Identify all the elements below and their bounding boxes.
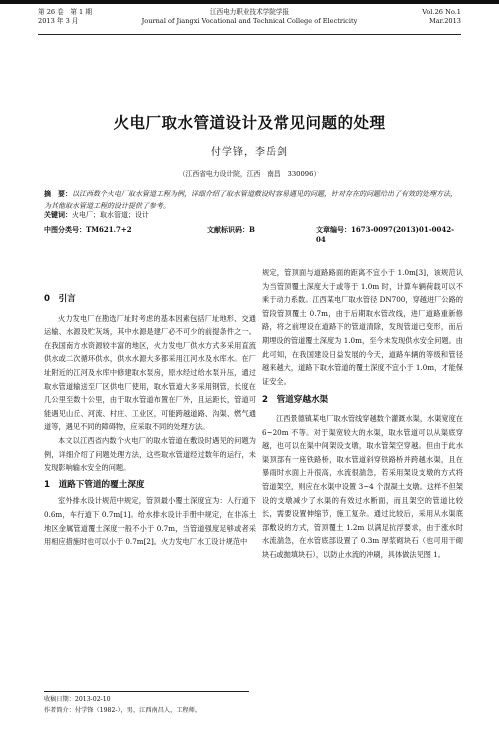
- keywords-text: 火电厂；取水管道；设计: [72, 211, 149, 219]
- date-zh: 2013 年 3 月: [38, 17, 79, 25]
- classification-line: [44, 225, 458, 244]
- affiliation: （江西省电力设计院，江西 南昌 330096）: [178, 170, 321, 178]
- abstract-text: 以江西数个火电厂取水管道工程为例，详细介绍了取水管道敷设时容易遇见的问题，针对存在的问题给出了有效的处理方法，为其他取水管道工程的设计提供了参考。: [44, 190, 457, 210]
- intro-paragraph-2: 本文以江西省内数个火电厂的取水管道在敷设时遇见的问题为例，详细介绍了问题处理方法，这些取水管道经过数年的运行，未发现影响输水安全的问题。: [44, 435, 256, 473]
- date-en: Mar.2013: [429, 17, 461, 25]
- section-heading-intro: 0 引言: [44, 294, 76, 304]
- keywords-label: 关键词：: [44, 210, 72, 219]
- keywords: [44, 210, 458, 220]
- volume-issue-en: Vol.26 No.1: [422, 8, 461, 16]
- footnote: [44, 694, 256, 716]
- section-heading-2: 2 管道穿越水渠: [262, 395, 329, 406]
- right-column: [262, 266, 463, 561]
- journal-name-zh: 江西电力职业技术学院学报: [209, 8, 290, 16]
- intro-paragraph-1: 火力发电厂在勘选厂址时考虑的基本因素包括厂址地形、交通运输、水源及贮灰场，其中水源是建厂必不可少的前提条件之一。在我国南方水资源较丰富的地区，火力发电厂供水方式多采用直流供水或二次循环供水，供水水源大多都采用江河水及水库水。在厂址附近的江河及水库中修建取水泵房，原水经过给水泵升压，通过取水管道输送至厂区供电厂使用，取水管道大多采用钢管，长度在几公里至数十公里，由于取水管道布置在厂外，且运距长，管道可能遇见山丘、河流、村庄、工业区，可能跨越道路、沟渠、燃气通道等，遇见不同的障碍物，应采取不同的处理方法。: [44, 313, 256, 432]
- clc-number: 中图分类号：TM621.7+2: [44, 225, 132, 234]
- abstract: [44, 188, 458, 212]
- footnote-rule: [44, 691, 249, 692]
- volume-issue-zh: 第 26 卷 第 1 期: [38, 8, 92, 16]
- paper-title: 火电厂取水管道设计及常见问题的处理: [113, 114, 386, 132]
- document-code: 文献标识码：B: [207, 225, 255, 234]
- author-bio: 作者简介：付学锋（1982-），男，江西南昌人，工程师。: [44, 707, 202, 714]
- article-number: 文章编号：1673-0097(2013)01-0042-04: [316, 225, 455, 244]
- authors: 付学锋，李岳剑: [211, 147, 288, 158]
- abstract-label: 摘 要：: [44, 189, 72, 198]
- section-heading-1: 1 道路下管道的覆土深度: [44, 479, 145, 490]
- section-1-paragraph: 室外排水设计规范中规定，管顶最小覆土深度宜为：人行道下 0.6m，车行道下 0.7m[1]。给水排水设计手册中规定，在非冻土地区金属管道覆土深度一般不小于 0.7m，当管道强度足够或者采用相应措施时也可以小于 0.7m[2]。火力发电厂水工设计规范中: [44, 496, 256, 547]
- header-center: [38, 8, 461, 26]
- left-column: [44, 293, 256, 549]
- right-paragraph-1: 规定，管顶面与道路路面的距离不宜小于 1.0m[3]，该规范认为当管顶覆土深度大于或等于 1.0m 时，计算车辆荷载可以不乘于动力系数。江西某电厂取水管径 DN700，穿越进厂公路的管段管顶覆土 0.7m，由于后期取水管改线，进厂道路重新修路，将之前埋设在道路下的管道清除，发现管道已变形，而后期埋设的管道覆土深度为 1.0m，至今未发现供水安全问题。由此可知，在我国建设日益发展的今天，道路车辆的等级和管径越来越大，道路下取水管道的覆土深度不宜小于 1.0m，才能保证安全。: [262, 268, 463, 386]
- received-date: 收稿日期：2013-02-10: [44, 696, 111, 703]
- header-rule: [38, 34, 461, 35]
- header-top-bar: [0, 0, 499, 4]
- journal-name-en: Journal of Jiangxi Vocational and Technical College of Electricity: [141, 17, 358, 25]
- section-2-paragraph: 江西景德镇某电厂取水管线穿越数个灌溉水渠，水渠宽度在 6~20m 不等。对于渠宽较大的水渠，取水管道可以从渠底穿越，也可以在渠中间架设支墩，取水管架空穿越。但由于此水渠顶部有一座铁路桥，取水管道斜穿铁路桥并跨越水渠，且在暴雨时水面上升很高，水流很湍急，若采用架设支墩的方式将管道架空，则应在水渠中设置 3~4 个混凝土支墩。这样不但架设的支墩减少了水渠的有效过水断面，而且架空的管道比较长，需要设置伸缩节，施工复杂。通过比较后，采用从水渠底部敷设的方式，管顶覆土 1.2m 以满足抗浮要求，由于涨水时水流湍急，在水管底部设置了 0.3m 厚浆砌块石（也可用干砌块石或抛填块石），以防止水流的冲刷，具体做法见图 1。: [262, 413, 463, 559]
- header-right: [422, 8, 461, 26]
